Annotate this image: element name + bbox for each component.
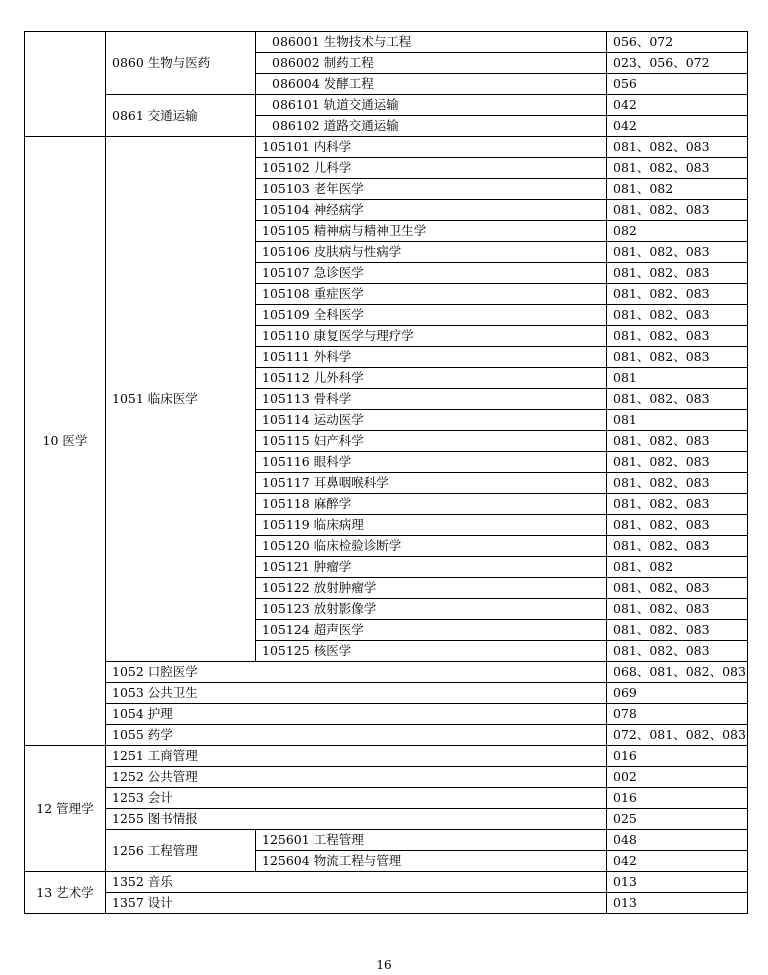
table-row (25, 872, 748, 893)
exam-codes-cell: 082 (607, 221, 748, 242)
program-cell: 086001 生物技术与工程 (256, 32, 607, 53)
program-cell: 125601 工程管理 (256, 830, 607, 851)
exam-codes-cell: 081、082 (607, 557, 748, 578)
exam-codes-cell: 013 (607, 872, 748, 893)
page-number: 16 (376, 958, 392, 972)
subject-cell: 1055 药学 (106, 725, 607, 746)
exam-codes-cell: 081、082、083 (607, 137, 748, 158)
program-cell: 105115 妇产科学 (256, 431, 607, 452)
exam-codes-cell: 016 (607, 788, 748, 809)
subject-cell: 1252 公共管理 (106, 767, 607, 788)
exam-codes-cell: 081、082、083 (607, 284, 748, 305)
exam-codes-cell: 056、072 (607, 32, 748, 53)
table-row (25, 32, 748, 53)
table-row (25, 95, 748, 116)
subject-cell: 1352 音乐 (106, 872, 607, 893)
exam-codes-cell: 025 (607, 809, 748, 830)
category-cell: 13 艺术学 (25, 872, 106, 914)
subject-cell: 0861 交通运输 (106, 95, 256, 137)
program-cell: 105105 精神病与精神卫生学 (256, 221, 607, 242)
program-cell: 105112 儿外科学 (256, 368, 607, 389)
category-cell: 12 管理学 (25, 746, 106, 872)
exam-codes-cell: 056 (607, 74, 748, 95)
subject-cell: 0860 生物与医药 (106, 32, 256, 95)
program-cell: 105121 肿瘤学 (256, 557, 607, 578)
exam-codes-cell: 016 (607, 746, 748, 767)
exam-codes-cell: 081、082、083 (607, 158, 748, 179)
degree-category-table (24, 31, 748, 914)
program-cell: 105104 神经病学 (256, 200, 607, 221)
program-cell: 086102 道路交通运输 (256, 116, 607, 137)
exam-codes-cell: 081、082、083 (607, 473, 748, 494)
exam-codes-cell: 081、082、083 (607, 200, 748, 221)
subject-cell: 1255 图书情报 (106, 809, 607, 830)
exam-codes-cell: 013 (607, 893, 748, 914)
exam-codes-cell: 081、082、083 (607, 263, 748, 284)
subject-cell: 1053 公共卫生 (106, 683, 607, 704)
program-cell: 105109 全科医学 (256, 305, 607, 326)
subject-cell: 1052 口腔医学 (106, 662, 607, 683)
program-cell: 105114 运动医学 (256, 410, 607, 431)
exam-codes-cell: 042 (607, 95, 748, 116)
program-cell: 105124 超声医学 (256, 620, 607, 641)
subject-cell: 1054 护理 (106, 704, 607, 725)
program-cell: 105120 临床检验诊断学 (256, 536, 607, 557)
category-cell: 10 医学 (25, 137, 106, 746)
table-row (25, 788, 748, 809)
exam-codes-cell: 042 (607, 851, 748, 872)
exam-codes-cell: 081、082、083 (607, 620, 748, 641)
program-cell: 086004 发酵工程 (256, 74, 607, 95)
program-cell: 105118 麻醉学 (256, 494, 607, 515)
exam-codes-cell: 081、082、083 (607, 242, 748, 263)
exam-codes-cell: 081、082、083 (607, 536, 748, 557)
exam-codes-cell: 081、082、083 (607, 326, 748, 347)
subject-cell: 1253 会计 (106, 788, 607, 809)
program-cell: 105110 康复医学与理疗学 (256, 326, 607, 347)
program-cell: 105113 骨科学 (256, 389, 607, 410)
program-cell: 105107 急诊医学 (256, 263, 607, 284)
exam-codes-cell: 048 (607, 830, 748, 851)
exam-codes-cell: 072、081、082、083 (607, 725, 748, 746)
exam-codes-cell: 002 (607, 767, 748, 788)
program-cell: 105125 核医学 (256, 641, 607, 662)
table-row (25, 830, 748, 851)
subject-cell: 1256 工程管理 (106, 830, 256, 872)
table-row (25, 767, 748, 788)
table-row (25, 809, 748, 830)
program-cell: 105117 耳鼻咽喉科学 (256, 473, 607, 494)
exam-codes-cell: 081、082、083 (607, 494, 748, 515)
exam-codes-cell: 081、082、083 (607, 599, 748, 620)
exam-codes-cell: 081、082、083 (607, 347, 748, 368)
program-cell: 086101 轨道交通运输 (256, 95, 607, 116)
table-row (25, 662, 748, 683)
exam-codes-cell: 081、082、083 (607, 578, 748, 599)
exam-codes-cell: 081、082、083 (607, 641, 748, 662)
program-cell: 105103 老年医学 (256, 179, 607, 200)
program-cell: 105119 临床病理 (256, 515, 607, 536)
exam-codes-cell: 081、082、083 (607, 389, 748, 410)
exam-codes-cell: 081 (607, 368, 748, 389)
program-cell: 125604 物流工程与管理 (256, 851, 607, 872)
exam-codes-cell: 069 (607, 683, 748, 704)
subject-cell: 1357 设计 (106, 893, 607, 914)
program-cell: 105122 放射肿瘤学 (256, 578, 607, 599)
subject-cell: 1051 临床医学 (106, 137, 256, 662)
program-cell: 105108 重症医学 (256, 284, 607, 305)
program-cell: 086002 制药工程 (256, 53, 607, 74)
table-row (25, 893, 748, 914)
program-cell: 105116 眼科学 (256, 452, 607, 473)
table-row (25, 704, 748, 725)
exam-codes-cell: 081、082、083 (607, 452, 748, 473)
exam-codes-cell: 081、082、083 (607, 305, 748, 326)
exam-codes-cell: 023、056、072 (607, 53, 748, 74)
program-cell: 105106 皮肤病与性病学 (256, 242, 607, 263)
program-cell: 105102 儿科学 (256, 158, 607, 179)
exam-codes-cell: 081、082、083 (607, 431, 748, 452)
program-cell: 105111 外科学 (256, 347, 607, 368)
program-cell: 105101 内科学 (256, 137, 607, 158)
table-row (25, 137, 748, 158)
subject-cell: 1251 工商管理 (106, 746, 607, 767)
exam-codes-cell: 078 (607, 704, 748, 725)
table-row (25, 746, 748, 767)
exam-codes-cell: 081、082 (607, 179, 748, 200)
exam-codes-cell: 081 (607, 410, 748, 431)
exam-codes-cell: 068、081、082、083 (607, 662, 748, 683)
category-cell-empty (25, 32, 106, 137)
table-row (25, 683, 748, 704)
exam-codes-cell: 081、082、083 (607, 515, 748, 536)
exam-codes-cell: 042 (607, 116, 748, 137)
table-row (25, 725, 748, 746)
program-cell: 105123 放射影像学 (256, 599, 607, 620)
